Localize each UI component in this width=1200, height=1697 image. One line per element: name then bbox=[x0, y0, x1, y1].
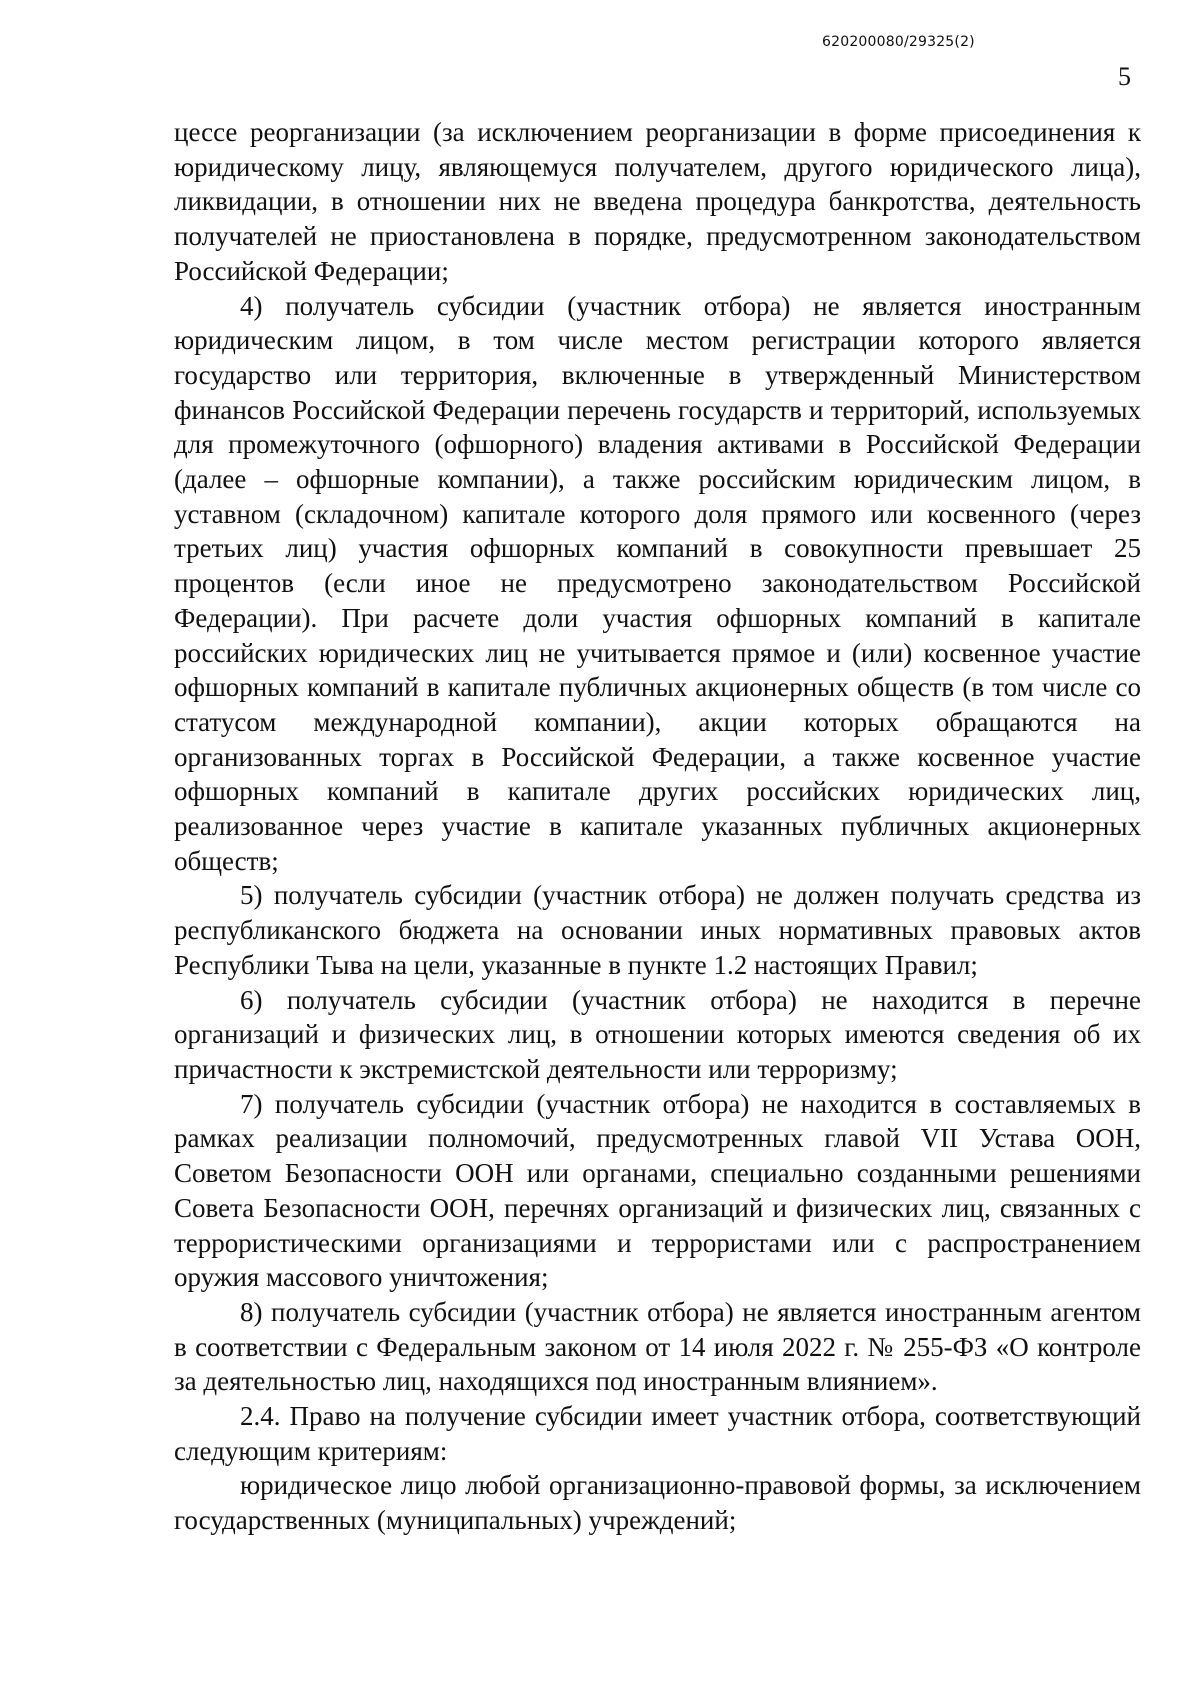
paragraph-item-6: 6) получатель субсидии (участник отбора) не находится в перечне организаций и физических лиц, в отношении которых имеются сведения об их причастности к экстремистской деятельности или терроризму; bbox=[174, 984, 1141, 1084]
paragraph-reorganization: цессе реорганизации (за исключением реорганизации в форме присоединения к юридическому лицу, являющемуся получателем, другого юридического лица), ликвидации, в отношении них не введена процедура банкротства, деятельность получателей не приостановлена в порядке, предусмотренном законодательством Российской Федерации; bbox=[174, 117, 1141, 286]
paragraph-item-8: 8) получатель субсидии (участник отбора) не является иностранным агентом в соответствии с Федеральным законом от 14 июля 2022 г. № 255-ФЗ «О контроле за деятельностью лиц, находящихся под иностранным влиянием». bbox=[174, 1296, 1141, 1397]
paragraph-item-7: 7) получатель субсидии (участник отбора) не находится в составляемых в рамках реализации полномочий, предусмотренных главой VII Устава ООН, Советом Безопасности ООН или органами, специально созданными решениями Совета Безопасности ООН, перечнях организаций и физических лиц, связанных с террористическими организациями и террористами или с распространением оружия массового уничтожения; bbox=[174, 1088, 1141, 1293]
page-number: 5 bbox=[1118, 62, 1131, 91]
paragraph-section-2-4: 2.4. Право на получение субсидии имеет участник отбора, соответствующий следующим критериям: bbox=[174, 1401, 1141, 1466]
paragraph-criterion-legal-entity: юридическое лицо любой организационно-правовой формы, за исключением государственных (муниципальных) учреждений; bbox=[174, 1470, 1141, 1536]
document-id: 620200080/29325(2) bbox=[822, 34, 975, 50]
paragraph-item-5: 5) получатель субсидии (участник отбора) не должен получать средства из республиканского бюджета на основании иных нормативных правовых актов Республики Тыва на цели, указанные в пункте 1.2 настоящих Правил; bbox=[174, 880, 1141, 980]
document-body bbox=[174, 115, 1141, 1538]
paragraph-item-4: 4) получатель субсидии (участник отбора) не является иностранным юридическим лицом, в том числе местом регистрации которого является государство или территория, включенные в утвержденный Министерством финансов Российской Федерации перечень государств и территорий, используемых для промежуточного (офшорного) владения активами в Российской Федерации (далее – офшорные компании), а также российским юридическим лицом, в уставном (складочном) капитале которого доля прямого или косвенного (через третьих лиц) участия офшорных компаний в совокупности превышает 25 процентов (если иное не предусмотрено законодательством Российской Федерации). При расчете доли участия офшорных компаний в капитале российских юридических лиц не учитывается прямое и (или) косвенное участие офшорных компаний в капитале публичных акционерных обществ (в том числе со статусом международной компании), акции которых обращаются на организованных торгах в Российской Федерации, а также косвенное участие офшорных компаний в капитале других российских юридических лиц, реализованное через участие в капитале указанных публичных акционерных обществ; bbox=[174, 290, 1141, 876]
